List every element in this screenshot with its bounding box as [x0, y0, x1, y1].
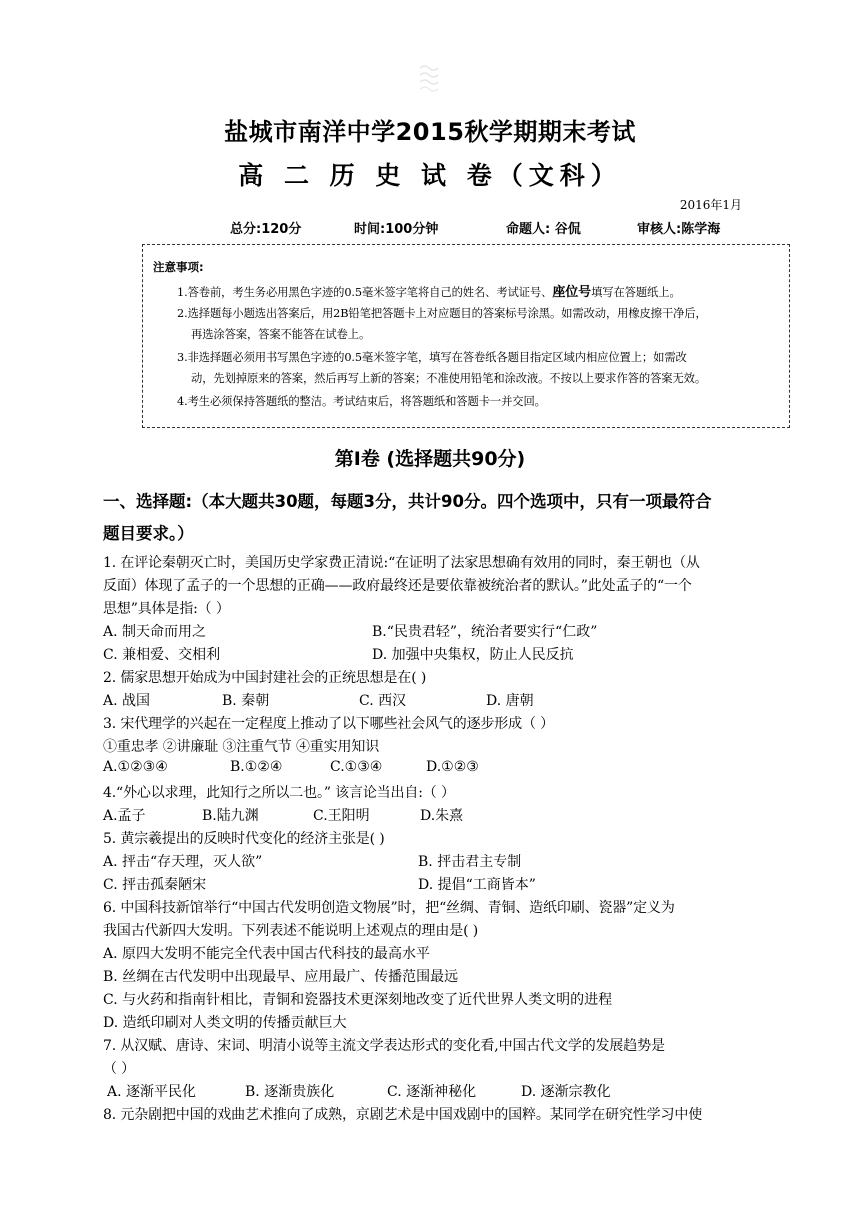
notice-item-1-bold: 座位号 [552, 285, 592, 300]
question-1: 1. 在评论秦朝灭亡时，美国历史学家费正清说:“在证明了法家思想确有效用的同时，秦王朝也（从 [103, 555, 700, 571]
exam-subtitle: 高 二 历 史 试 卷（文科） [238, 161, 622, 190]
notice-item-1-tail: 填写在答题纸上。 [591, 286, 681, 299]
question-5-option-a: A. 抨击“存天理，灭人欲” [103, 854, 263, 870]
question-3: 3. 宋代理学的兴起在一定程度上推动了以下哪些社会风气的逐步形成（ ） [103, 716, 555, 732]
question-6-option-d: D. 造纸印刷对人类文明的传播贡献巨大 [103, 1015, 347, 1031]
exam-reviewer: 审核人:陈学海 [637, 222, 721, 237]
question-6-option-b: B. 丝绸在古代发明中出现最早、应用最广、传播范围最远 [103, 969, 459, 985]
question-5: 5. 黄宗羲提出的反映时代变化的经济主张是( ) [103, 831, 385, 847]
question-1-line-2: 反面）体现了孟子的一个思想的正确——政府最终还是要依靠被统治者的默认。”此处孟子的“一个 [103, 578, 692, 594]
question-7-option-d: D. 逐渐宗教化 [521, 1084, 611, 1100]
question-7-line-2: （ ） [103, 1061, 136, 1077]
total-score: 总分:120分 [230, 222, 302, 237]
question-6: 6. 中国科技新馆举行“中国古代发明创造文物展”时，把“丝绸、青铜、造纸印刷、瓷器”定义为 [103, 900, 675, 916]
question-2: 2. 儒家思想开始成为中国封建社会的正统思想是在( ) [103, 670, 427, 686]
question-2-option-d: D. 唐朝 [486, 693, 534, 709]
notice-item-2: 2.选择题每小题选出答案后，用2B铅笔把答题卡上对应题目的答案标号涂黑。如需改动，用橡皮擦干净后， [177, 307, 707, 320]
question-1-line-3: 思想”具体是指:（ ） [103, 601, 230, 617]
watermark-icon [418, 62, 440, 92]
question-4-option-d: D.朱熹 [420, 808, 464, 824]
question-2-option-a: A. 战国 [103, 693, 151, 709]
section-heading-cont: 题目要求。） [103, 524, 194, 543]
question-2-option-b: B. 秦朝 [222, 693, 270, 709]
notice-item-3-cont: 动，先划掉原来的答案，然后再写上新的答案；不准使用铅笔和涂改液。不按以上要求作答的答案无效。 [191, 372, 707, 385]
question-3-option-b: B.①②④ [230, 759, 283, 775]
question-3-items: ①重忠孝 ②讲廉耻 ③注重气节 ④重实用知识 [103, 739, 380, 755]
notice-item-1-text: 1.答卷前，考生务必用黑色字迹的0.5毫米签字笔将自己的姓名、考试证号、 [177, 286, 553, 299]
question-5-option-d: D. 提倡“工商皆本” [418, 877, 536, 893]
exam-author: 命题人: 谷侃 [506, 222, 581, 237]
question-4: 4.“外心以求理，此知行之所以二也。” 该言论当出自:（ ） [103, 785, 455, 801]
question-8: 8. 元杂剧把中国的戏曲艺术推向了成熟，京剧艺术是中国戏剧中的国粹。某同学在研究性学习中使 [103, 1107, 703, 1123]
question-4-option-b: B.陆九渊 [202, 808, 259, 824]
question-7-option-c: C. 逐渐神秘化 [387, 1084, 477, 1100]
notice-item-1 [177, 281, 681, 300]
exam-title: 盐城市南洋中学2015秋学期期末考试 [224, 118, 636, 146]
question-2-option-c: C. 西汉 [359, 693, 407, 709]
question-1-option-a: A. 制天命而用之 [103, 624, 207, 640]
question-7: 7. 从汉赋、唐诗、宋词、明清小说等主流文学表达形式的变化看,中国古代文学的发展趋势是 [103, 1038, 665, 1054]
question-3-option-c: C.①③④ [330, 759, 383, 775]
question-6-line-2: 我国古代新四大发明。下列表述不能说明上述观点的理由是( ) [103, 923, 479, 939]
question-4-option-a: A.孟子 [103, 808, 146, 824]
question-5-option-c: C. 抨击孤秦陋宋 [103, 877, 207, 893]
question-1-option-d: D. 加强中央集权，防止人民反抗 [372, 647, 574, 663]
question-7-option-b: B. 逐渐贵族化 [245, 1084, 335, 1100]
question-6-option-c: C. 与火药和指南针相比，青铜和瓷器技术更深刻地改变了近代世界人类文明的进程 [103, 992, 613, 1008]
question-6-option-a: A. 原四大发明不能完全代表中国古代科技的最高水平 [103, 946, 431, 962]
question-7-option-a: A. 逐渐平民化 [107, 1084, 197, 1100]
question-4-option-c: C.王阳明 [313, 808, 370, 824]
question-3-option-d: D.①②③ [426, 759, 479, 775]
exam-time: 时间:100分钟 [354, 222, 439, 237]
exam-date: 2016年1月 [679, 198, 742, 212]
question-1-option-b: B.“民贵君轻”，统治者要实行“仁政” [372, 624, 598, 640]
notice-item-3: 3.非选择题必须用书写黑色字迹的0.5毫米签字笔，填写在答卷纸各题目指定区域内相应位置上；如需改 [177, 351, 687, 364]
section-title: 第Ⅰ卷 (选择题共90分) [334, 448, 526, 470]
notice-title: 注意事项: [153, 260, 204, 274]
section-heading: 一、选择题:（本大题共30题，每题3分，共计90分。四个选项中，只有一项最符合 [103, 492, 712, 511]
notice-item-2-cont: 再选涂答案，答案不能答在试卷上。 [191, 328, 371, 341]
question-5-option-b: B. 抨击君主专制 [418, 854, 522, 870]
notice-box [142, 244, 790, 428]
notice-item-4: 4.考生必须保持答题纸的整洁。考试结束后，将答题纸和答题卡一并交回。 [177, 395, 546, 408]
question-3-option-a: A.①②③④ [103, 759, 168, 775]
question-1-option-c: C. 兼相爱、交相利 [103, 647, 221, 663]
